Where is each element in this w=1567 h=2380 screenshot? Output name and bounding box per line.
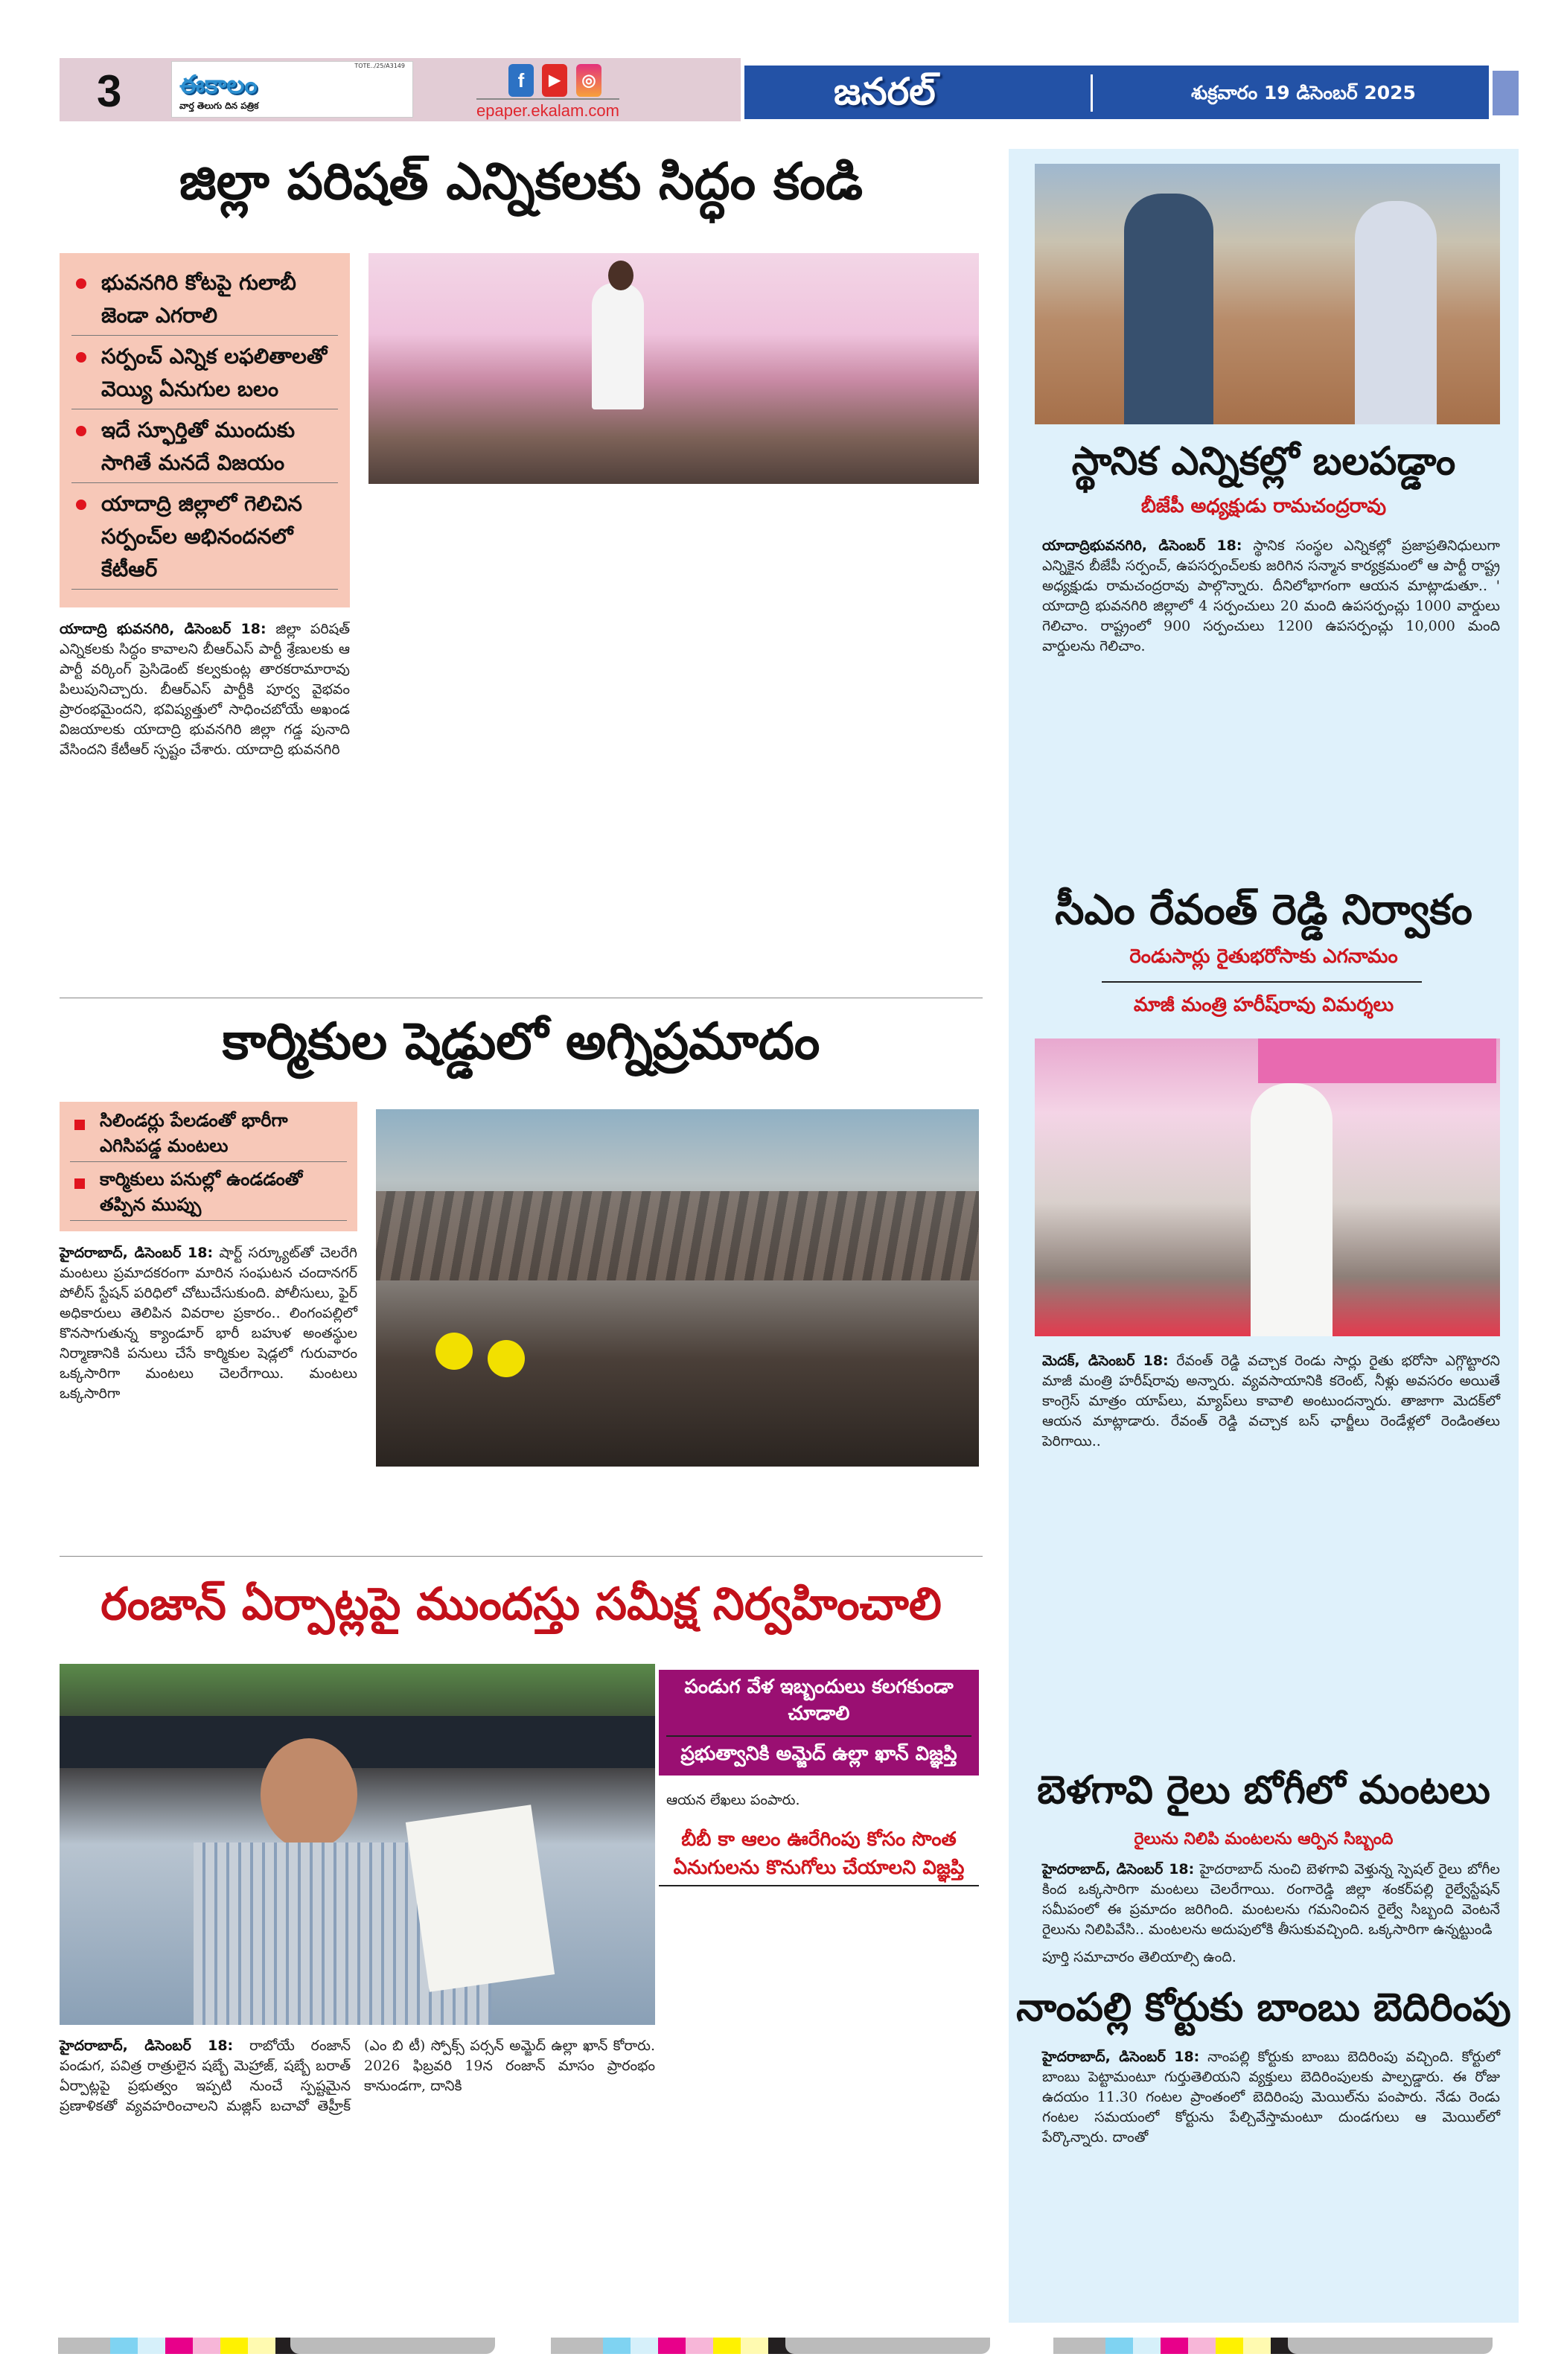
- ktr-left-column: [60, 253, 350, 760]
- photo-shed-fire: [376, 1109, 979, 1467]
- color-swatch: [138, 2338, 165, 2354]
- callout-line: ప్రభుత్వానికి అమ్జెద్ ఉల్లా ఖాన్ విజ్ఞప్తి: [680, 1743, 957, 1765]
- fire-left-column: [60, 1102, 357, 1404]
- logo-tagline: వార్త తెలుగు దిన పత్రిక: [179, 101, 259, 111]
- dateline: హైదరాబాద్, డిసెంబర్ 18:: [1042, 2049, 1200, 2065]
- photo-ktr-meeting: [368, 253, 979, 484]
- highlight-item: యాదాద్రి జిల్లాలో గెలిచిన సర్పంచ్‌ల అభినందనలో కేటీఆర్: [71, 488, 338, 590]
- color-swatch: [1161, 2338, 1188, 2354]
- color-swatch: [1188, 2338, 1216, 2354]
- dateline: హైదరాబాద్, డిసెంబర్ 18:: [60, 1245, 214, 1261]
- logo-mark: ఈకాలం: [179, 70, 258, 100]
- subhead-harish-1: రెండుసార్లు రైతుభరోసాకు ఎగనామం: [1129, 945, 1398, 968]
- color-swatch: [603, 2338, 631, 2354]
- subhead-ramzan: బీబీ కా ఆలం ఊరేగింపు కోసం సొంత ఏనుగులను కొనుగోలు చేయాలని విజ్ఞప్తి: [659, 1825, 979, 1886]
- youtube-icon[interactable]: ▶: [542, 64, 567, 97]
- color-swatch: [248, 2338, 275, 2354]
- color-swatch: [1243, 2338, 1271, 2354]
- article-body-ramzan-end: ఆయన లేఖలు పంపారు.: [666, 1792, 800, 1808]
- article-body-harish: మెదక్, డిసెంబర్ 18: రేవంత్ రెడ్డి వచ్చాక రెండు సార్లు రైతు భరోసా ఎగ్గొట్టారని మాజీ మంత్రి హరీష్‌రావు అన్నారు. వ్యవసాయానికి కరెంట్, నీళ్లు అవసరం అయితే కాంగ్రెస్ మాత్రం యాప్‌లు, మ్యాప్‌లు కావాలి అంటుందన్నారు. తాజాగా మెదక్‌లో ఆయన మాట్లాడారు. రేవంత్ రెడ్డి వచ్చాక బస్ ఛార్జీలు రెండేళ్లలో రెండింతలు పెరిగాయి..: [1042, 1353, 1500, 1449]
- print-color-strip: [1053, 2338, 1326, 2354]
- article-body-court: హైదరాబాద్, డిసెంబర్ 18: నాంపల్లి కోర్టుకు బాంబు బెదిరింపు వచ్చింది. కోర్టులో బాంబు పెట్టామంటూ గుర్తుతెలియని వ్యక్తులు బెదిరింపులకు పాల్పడ్డారు. ఈ రోజు ఉదయం 11.30 గంటల ప్రాంతంలో బెదిరింపు మెయిల్‌ను పంపారు. నేడు రెండు గంటల సమయంలో కోర్టును పేల్చివేస్తామంటూ దుండగులు ఆ మెయిల్‌లో పేర్కొన్నారు. దాంతో: [1042, 2049, 1500, 2145]
- print-gray-bar: [785, 2338, 990, 2354]
- header-divider: [1091, 74, 1093, 112]
- color-swatch: [165, 2338, 193, 2354]
- headline-ramzan: రంజాన్ ఏర్పాట్లపై ముందస్తు సమీక్ష నిర్వహించాలి: [100, 1578, 942, 1630]
- dateline: హైదరాబాద్, డిసెంబర్ 18:: [60, 2038, 234, 2054]
- print-gray-bar: [290, 2338, 495, 2354]
- highlight-item: సర్పంచ్ ఎన్నిక లఫలితాలతో వెయ్యి ఏనుగుల బలం: [71, 340, 338, 409]
- highlight-item: భువనగిరి కోటపై గులాబీ జెండా ఎగరాలి: [71, 267, 338, 336]
- section-bar-tail: [1493, 71, 1519, 115]
- color-swatch: [686, 2338, 713, 2354]
- logo-registration: TOTE../25/A3149: [354, 63, 405, 69]
- train-article: [1012, 1768, 1515, 2148]
- headline-train: బెళగావి రైలు బోగీలో మంటలు: [1037, 1768, 1490, 1813]
- headline-harish: సీఎం రేవంత్ రెడ్డి నిర్వాకం: [1055, 886, 1472, 934]
- callout-ramzan: [659, 1670, 979, 1776]
- print-color-strip: [551, 2338, 823, 2354]
- photo-harish-rally: [1035, 1039, 1500, 1336]
- callout-line: పండుగ వేళ ఇబ్బందులు కలగకుండా చూడాలి: [684, 1676, 954, 1725]
- subhead-divider: [1102, 981, 1422, 983]
- dateline: హైదరాబాద్, డిసెంబర్ 18:: [1042, 1861, 1195, 1877]
- color-swatch: [110, 2338, 138, 2354]
- facebook-icon[interactable]: f: [508, 64, 534, 97]
- highlights-fire: [60, 1102, 357, 1231]
- highlight-item: కార్మికులు పనుల్లో ఉండడంతో తప్పిన ముప్పు: [70, 1167, 347, 1221]
- color-swatch: [58, 2338, 110, 2354]
- photo-bjp-event: [1035, 164, 1500, 424]
- issue-date: శుక్రవారం 19 డిసెంబర్ 2025: [1191, 82, 1416, 103]
- color-swatch: [1133, 2338, 1161, 2354]
- color-swatch: [551, 2338, 603, 2354]
- article-body-bjp: యాదాద్రిభువనగిరి, డిసెంబర్ 18: స్థానిక సంస్థల ఎన్నికల్లో ప్రజాప్రతినిధులుగా ఎన్నికైన బీజేపీ సర్పంచ్, ఉపసర్పంచ్‌లకు జరిగిన సన్మాన కార్యక్రమంలో ఆ పార్టీ రాష్ట్ర అధ్యక్షుడు రామచంద్రరావు పాల్గొన్నారు. దీనిలోభాగంగా ఆయన మాట్లాడుతూ.. ' యాదాద్రి భువనగిరి జిల్లాలో 4 సర్పంచులు 20 మంది ఉపసర్పంచ్లు 1000 వార్డులు గెలిచాం. రాష్ట్రంలో 900 సర్పంచులు 1200 ఉపసర్పంచ్లు 10,000 మంది వార్డులను గెలిచాం.: [1042, 537, 1501, 654]
- color-swatch: [1216, 2338, 1243, 2354]
- instagram-icon[interactable]: ◎: [576, 64, 601, 97]
- highlights-ktr: [60, 253, 350, 607]
- dateline: మెదక్, డిసెంబర్ 18:: [1042, 1353, 1169, 1369]
- print-gray-bar: [1288, 2338, 1493, 2354]
- epaper-link[interactable]: epaper.ekalam.com: [476, 98, 619, 121]
- highlight-item: సిలిండర్లు పేలడంతో భారీగా ఎగిసిపడ్డ మంటలు: [70, 1108, 347, 1162]
- photo-press-meet: [60, 1664, 655, 2025]
- headline-bjp: స్థానిక ఎన్నికల్లో బలపడ్డాం: [1071, 439, 1456, 484]
- article-body-train: హైదరాబాద్, డిసెంబర్ 18: హైదరాబాద్ నుంచి బెళగావి వెళ్తున్న స్పెషల్ రైలు బోగీల కింద ఒక్కసారిగా మంటలు చెలరేగాయి. రంగారెడ్డి జిల్లా శంకర్‌పల్లి రైల్వేస్టేషన్ సమీపంలో ఈ ప్రమాదం జరిగింది. మంటలను గమనించిన రైల్వే సిబ్బంది వెంటనే రైలును నిలిపివేసి.. మంటలను అదుపులోకి తీసుకువచ్చింది. ఒక్కసారిగా ఉన్నట్టుండి: [1042, 1861, 1500, 1938]
- headline-ktr: జిల్లా పరిషత్ ఎన్నికలకు సిద్ధం కండి: [179, 153, 864, 211]
- section-divider: [60, 1556, 983, 1557]
- color-swatch: [1053, 2338, 1105, 2354]
- article-body-ramzan: హైదరాబాద్, డిసెంబర్ 18: రాబోయే రంజాన్ పండుగ, పవిత్ర రాత్రులైన షబ్బే మెహ్రాజ్, షబ్బే బరాత్ ఏర్పాట్లపై ప్రభుత్వం ఇప్పటి నుంచే స్పష్టమైన ప్రణాళికతో వ్యవహరించాలని మజ్లిస్ బచావో తెహ్రీక్ (ఎం బి టీ) స్పోక్స్ పర్సన్ అమ్జెద్ ఉల్లా ఖాన్ కోరారు. 2026 ఫిబ్రవరి 19న రంజాన్ మాసం ప్రారంభం కానుండగా, దానికి: [60, 2038, 655, 2114]
- subhead-bjp: బీజేపీ అధ్యక్షుడు రామచంద్రరావు: [1140, 495, 1387, 517]
- color-swatch: [193, 2338, 220, 2354]
- headline-court: నాంపల్లి కోర్టుకు బాంబు బెదిరింపు: [1016, 1985, 1511, 2030]
- headline-fire: కార్మికుల షెడ్డులో అగ్నిప్రమాదం: [222, 1012, 820, 1071]
- dateline: యాదాద్రిభువనగిరి, డిసెంబర్ 18:: [1042, 537, 1242, 554]
- color-swatch: [220, 2338, 248, 2354]
- dateline: యాదాద్రి భువనగిరి, డిసెంబర్ 18:: [60, 621, 267, 637]
- color-swatch: [631, 2338, 658, 2354]
- newspaper-logo: [171, 61, 413, 118]
- ramzan-right-column: [659, 1670, 979, 1886]
- color-swatch: [1105, 2338, 1133, 2354]
- page-number: 3: [97, 66, 122, 116]
- subhead-harish-2: మాజీ మంత్రి హరీష్‌రావు విమర్శలు: [1133, 994, 1394, 1016]
- color-swatch: [741, 2338, 768, 2354]
- article-body-train-end: పూర్తి సమాచారం తెలియాల్సి ఉంది.: [1042, 1949, 1236, 1965]
- color-swatch: [713, 2338, 741, 2354]
- color-swatch: [658, 2338, 686, 2354]
- highlight-item: ఇదే స్ఫూర్తితో ముందుకు సాగితే మనదే విజయం: [71, 414, 338, 483]
- section-title: జనరల్: [834, 70, 936, 113]
- subhead-train: రైలును నిలిపి మంటలను ఆర్పిన సిబ్బంది: [1134, 1830, 1394, 1848]
- article-body-ktr: యాదాద్రి భువనగిరి, డిసెంబర్ 18: జిల్లా పరిషత్ ఎన్నికలకు సిద్ధం కావాలని బీఆర్ఎస్ పార్టీ శ్రేణులకు ఆ పార్టీ వర్కింగ్ ప్రెసిడెంట్ కల్వకుంట్ల తారకరామారావు పిలుపునిచ్చారు. బీఆర్ఎస్ పార్టీకి పూర్వ వైభవం ప్రారంభమైందని, భవిష్యత్తులో సాధించబోయే అఖండ విజయాలకు యాదాద్రి భువనగిరి జిల్లా గడ్డ పునాది వేసిందని కేటీఆర్ స్పష్టం చేశారు. యాదాద్రి భువనగిరి: [60, 621, 350, 758]
- article-body-fire: హైదరాబాద్, డిసెంబర్ 18: షార్ట్ సర్క్యూట్‌తో చెలరేగి మంటలు ప్రమాదకరంగా మారిన సంఘటన చందానగర్ పోలీస్ స్టేషన్ పరిధిలో చోటుచేసుకుంది. పోలీసులు, ఫైర్ అధికారులు తెలిపిన వివరాల ప్రకారం.. లింగంపల్లిలో కొనసాగుతున్న క్యాండూర్ భారీ బహుళ అంతస్థుల నిర్మాణానికి పనులు చేసే కార్మికుల షెడ్లలో గురువారం ఒక్కసారిగా మంటలు చెలరేగాయి. మంటలు ఒక్కసారిగా: [60, 1245, 357, 1402]
